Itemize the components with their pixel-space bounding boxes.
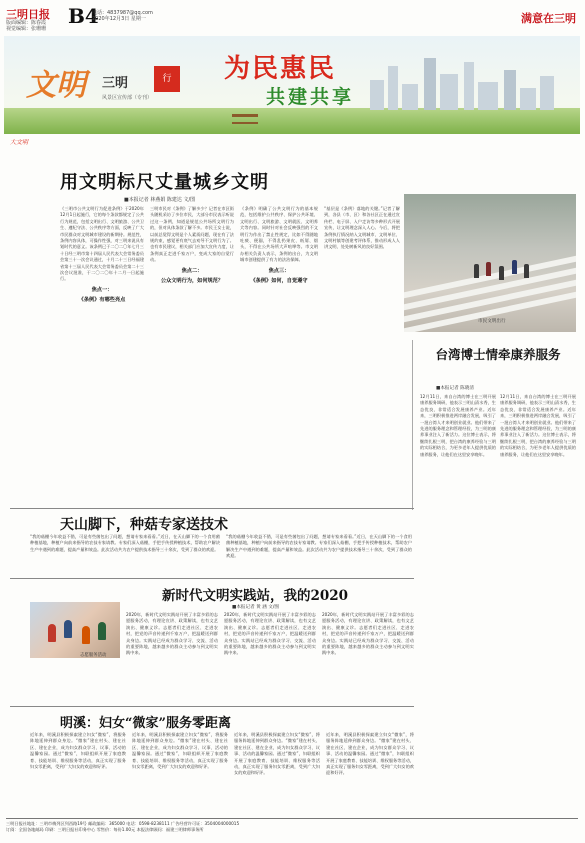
section-three-column-2 — [224, 612, 316, 706]
bench-icon — [232, 114, 258, 124]
section-three-column-1 — [126, 612, 218, 706]
side-article-text: 12月11日，来自台湾的博士在三明开展康养服务调研，他表示三明山清水秀，生态优良，非常适合发展康养产业。近年来，三明积极推进两岸融合发展，吸引了一批台湾人才来明创业就业。他们带来了先进的服务理念和管理经验，为三明的康养事业注入了新活力。这位博士表示，将继续扎根三明，把台湾的康养经验与三明的实际相结合，为更多老年人提供优质的康养服务，让他们在这里安享晚年。 — [420, 394, 496, 457]
side-article-byline: ■本报记者 陈晓清 — [436, 386, 474, 391]
brand-city-name: 三明 — [102, 76, 129, 91]
section-three-photo-caption: 志愿服务活动 — [80, 653, 107, 658]
section-three-column-3 — [322, 612, 414, 706]
section-four-text-cont2: 近年来，明溪县积极探索建立妇女“微家”，将服务阵地延伸到群众身边。“微家”建在村头、建在社区、建在企业，成为妇女群众学习、议事、活动的温馨家园。通过“微家”，妇联组织开展了家庭教育、技能培训、维权服务等活动，真正实现了服务妇女零距离，受到广大妇女的欢迎和好评。 — [234, 732, 320, 776]
section-divider-3 — [10, 706, 414, 707]
main-article-column-1 — [60, 206, 144, 506]
section-divider-2 — [10, 578, 414, 579]
section-four-text-cont: 近年来，明溪县积极探索建立妇女“微家”，将服务阵地延伸到群众身边。“微家”建在村头、建在社区、建在企业，成为妇女群众学习、议事、活动的温馨家园。通过“微家”，妇联组织开展了家庭教育、技能培训、维权服务等活动，真正实现了服务妇女零距离，受到广大妇女的欢迎和好评。 — [132, 732, 228, 770]
main-article-column-3 — [240, 206, 318, 506]
page-number: B4 — [68, 4, 99, 28]
section-three-text-cont: 2020年，新时代文明实践站开展了丰富多彩的志愿服务活动，有理论宣讲、政策解读，也有文艺演出、健康义诊。志愿者们走进社区、走进农村，把党的声音传递到千家万户，把温暖送到群众身边。实践站已经成为群众学习、交流、活动的重要阵地，越来越多的群众主动参与到文明实践中来。 — [224, 612, 316, 656]
main-article-title: 用文明标尺丈量城乡文明 — [60, 172, 269, 193]
visual-editor-line: 视觉编辑：张珊珊 — [6, 26, 47, 32]
main-photo-caption: 市民文明出行 — [478, 319, 506, 324]
section-two-text-cont: “我的菇棚今年收益不错，可是有些菌包出了问题，想请专家来看看。”近日，在天山脚下的一个食用菌种植基地，种植户向前来指导的农技专家请教。专家们深入菇棚，手把手传授种植技术，帮助农户解决生产中遇到的难题，提高产量和效益。此次活动共为农户提供技术指导三十余次，受到了群众的欢迎。 — [226, 534, 412, 559]
focus-one-label: 焦点一： — [91, 286, 113, 293]
banner-subheadline: 共建共享 — [266, 86, 355, 108]
section-three-text-cont2: 2020年，新时代文明实践站开展了丰富多彩的志愿服务活动，有理论宣讲、政策解读，也有文艺演出、健康义诊。志愿者们走进社区、走进农村，把党的声音传递到千家万户，把温暖送到群众身边。实践站已经成为群众学习、交流、活动的重要阵地，越来越多的群众主动参与到文明实践中来。 — [322, 612, 414, 656]
footer-line-1: 三明日报社地址：三明市梅列区列西路19号 邮政编码：365000 电话：0598-8238111 广告经营许可证：3504004000015 — [6, 821, 240, 826]
contact-line: 电话：4837987@qq.com — [92, 10, 153, 16]
focus-two-heading: 公众文明行为，如何规范？ — [160, 278, 224, 285]
main-article-column-2 — [150, 206, 234, 506]
city-skyline-graphic — [360, 50, 560, 110]
section-two-column-1 — [30, 534, 220, 574]
main-article-col2-text: 三明市民对《条例》了解多少？记者在市区街头随机采访了多位市民，大部分市民表示听说过这一条例，知道是规范公共场所文明行为的，但对具体条款了解不多。市民王女士说，以前总觉得文明是个人素质问题，现在有了法规约束，感觉更有底气去劝导不文明行为了。也有市民建议，相关部门应加大宣传力度，让条例真正走进千家万户，变成大家的自觉行动。 — [150, 206, 234, 263]
focus-three-label: 焦点三： — [268, 267, 290, 274]
banner-grass — [4, 108, 580, 134]
page-banner — [4, 36, 580, 134]
section-three-text: 2020年，新时代文明实践站开展了丰富多彩的志愿服务活动，有理论宣讲、政策解读，也有文艺演出、健康义诊。志愿者们走进社区、走进农村，把党的声音传递到千家万户，把温暖送到群众身边。实践站已经成为群众学习、交流、活动的重要阵地，越来越多的群众主动参与到文明实践中来。 — [126, 612, 218, 656]
section-two-text: “我的菇棚今年收益不错，可是有些菌包出了问题，想请专家来看看。”近日，在天山脚下的一个食用菌种植基地，种植户向前来指导的农技专家请教。专家们深入菇棚，手把手传授种植技术，帮助农户解决生产中遇到的难题，提高产量和效益。此次活动共为农户提供技术指导三十余次，受到了群众的欢迎。 — [30, 534, 220, 552]
editor-line: 版面编辑：陈春霞 — [6, 20, 47, 26]
focus-one-heading: 《条例》有哪些亮点 — [78, 297, 126, 304]
brand-note: 风景区宣传部（专刊） — [102, 95, 153, 101]
side-article-column-1 — [420, 394, 496, 814]
banner-headline: 为民惠民 — [224, 54, 337, 84]
focus-two-label: 焦点二： — [181, 267, 203, 274]
masthead-info-right — [92, 10, 153, 22]
section-three-byline: ■本报记者 黄 涵 文/图 — [232, 605, 280, 610]
section-three-title: 新时代文明实践站，我的2020 — [162, 588, 349, 604]
section-two-title: 天山脚下，种菇专家送技术 — [60, 517, 228, 533]
main-article-col4-text: “基层是《条例》落地的关键。”记者了解到，各县（市、区）和各社区正在通过宣传栏、电子屏、入户走访等多种形式开展宣传，让文明理念深入人心。今后，将把条例执行情况纳入文明城市、文明单位、文明村镇等创建考评体系，推动形成人人讲文明、处处树新风的良好氛围。 — [324, 206, 400, 250]
section-four-column-2 — [132, 732, 228, 814]
paper-name: 三明日报 — [6, 8, 50, 21]
section-four-title: 明溪：妇女“微家”服务零距离 — [60, 716, 231, 731]
side-article-title: 台湾博士情牵康养服务 — [435, 347, 561, 362]
side-article-column-2 — [500, 394, 576, 814]
section-two-column-2 — [226, 534, 412, 574]
masthead-info-left — [6, 20, 46, 32]
volunteer-activity-photo — [30, 602, 120, 658]
side-article-text-cont: 12月11日，来自台湾的博士在三明开展康养服务调研，他表示三明山清水秀，生态优良，非常适合发展康养产业。近年来，三明积极推进两岸融合发展，吸引了一批台湾人才来明创业就业。他们带来了先进的服务理念和管理经验，为三明的康养事业注入了新活力。这位博士表示，将继续扎根三明，把台湾的康养经验与三明的实际相结合，为更多老年人提供优质的康养服务，让他们在这里安享晚年。 — [500, 394, 576, 457]
main-article-col1-text: 《三明市公共文明行为促进条例》于2020年12月1日起施行，它的每个条款都规定了公共行为规范，包括文明出行、文明旅游、公共卫生、遵纪守法、公共秩序等方面，反映了广大市民群众对文明城市建设的新期待。规范性，条例内容具体，可操作性强，对三明来说具有划时代的意义。该条例已于二〇二〇年七月三十日经三明市第十四届人民代表大会常务委员会第三十一次会议通过，十月二十三日经福建省第十三届人民代表大会常务委员会第二十三次会议批准，于二〇二〇年十二月一日起施行。 — [60, 206, 144, 282]
satisfaction-badge: 满意在三明 — [521, 12, 576, 25]
main-article-col3-text: 《条例》明确了公共文明行为的基本规范，包括维护公共秩序、保护公共环境、文明出行、文明旅游、文明就医、文明养犬等内容。同时针对社会反映强烈的不文明行为作出了禁止性规定，比如不得随地吐痰、便溺，不得乱扔果皮、纸屑、烟头，不得在公共场所大声喧哗等。市文明办相关负责人表示，条例的出台，为文明城市创建提供了有力的法治保障。 — [240, 206, 318, 263]
section-four-column-4 — [326, 732, 414, 814]
section-four-text: 近年来，明溪县积极探索建立妇女“微家”，将服务阵地延伸到群众身边。“微家”建在村头、建在社区、建在企业，成为妇女群众学习、议事、活动的温馨家园。通过“微家”，妇联组织开展了家庭教育、技能培训、维权服务等活动，真正实现了服务妇女零距离，受到广大妇女的欢迎和好评。 — [30, 732, 126, 770]
masthead — [6, 6, 580, 34]
section-four-column-3 — [234, 732, 320, 814]
main-article-byline: ■本报记者 林燕娟 陈建达 文/图 — [124, 197, 196, 203]
section-divider-1 — [10, 508, 414, 509]
section-logo: 大文明 — [10, 139, 29, 146]
brand-seal-stamp: 行 — [154, 66, 180, 92]
section-four-column-1 — [30, 732, 126, 814]
brand-wenming-logo: 文明 — [26, 68, 86, 103]
street-crossing-photo — [404, 194, 576, 332]
focus-three-heading: 《条例》如何，自觉遵守 — [250, 278, 308, 285]
section-four-text-cont3: 近年来，明溪县积极探索建立妇女“微家”，将服务阵地延伸到群众身边。“微家”建在村头、建在社区、建在企业，成为妇女群众学习、议事、活动的温馨家园。通过“微家”，妇联组织开展了家庭教育、技能培训、维权服务等活动，真正实现了服务妇女零距离，受到广大妇女的欢迎和好评。 — [326, 732, 414, 776]
footer-line-2: 订阅：全国各地邮局 印刷：三明日报社印务中心 零售价：每份1.00元 本报法律顾问：福建三明律师事务所 — [6, 827, 204, 832]
date-line: 2020年12月3日 星期一 — [92, 16, 146, 22]
main-article-column-4 — [324, 206, 400, 506]
column-divider — [412, 340, 413, 510]
page-footer — [6, 818, 578, 833]
